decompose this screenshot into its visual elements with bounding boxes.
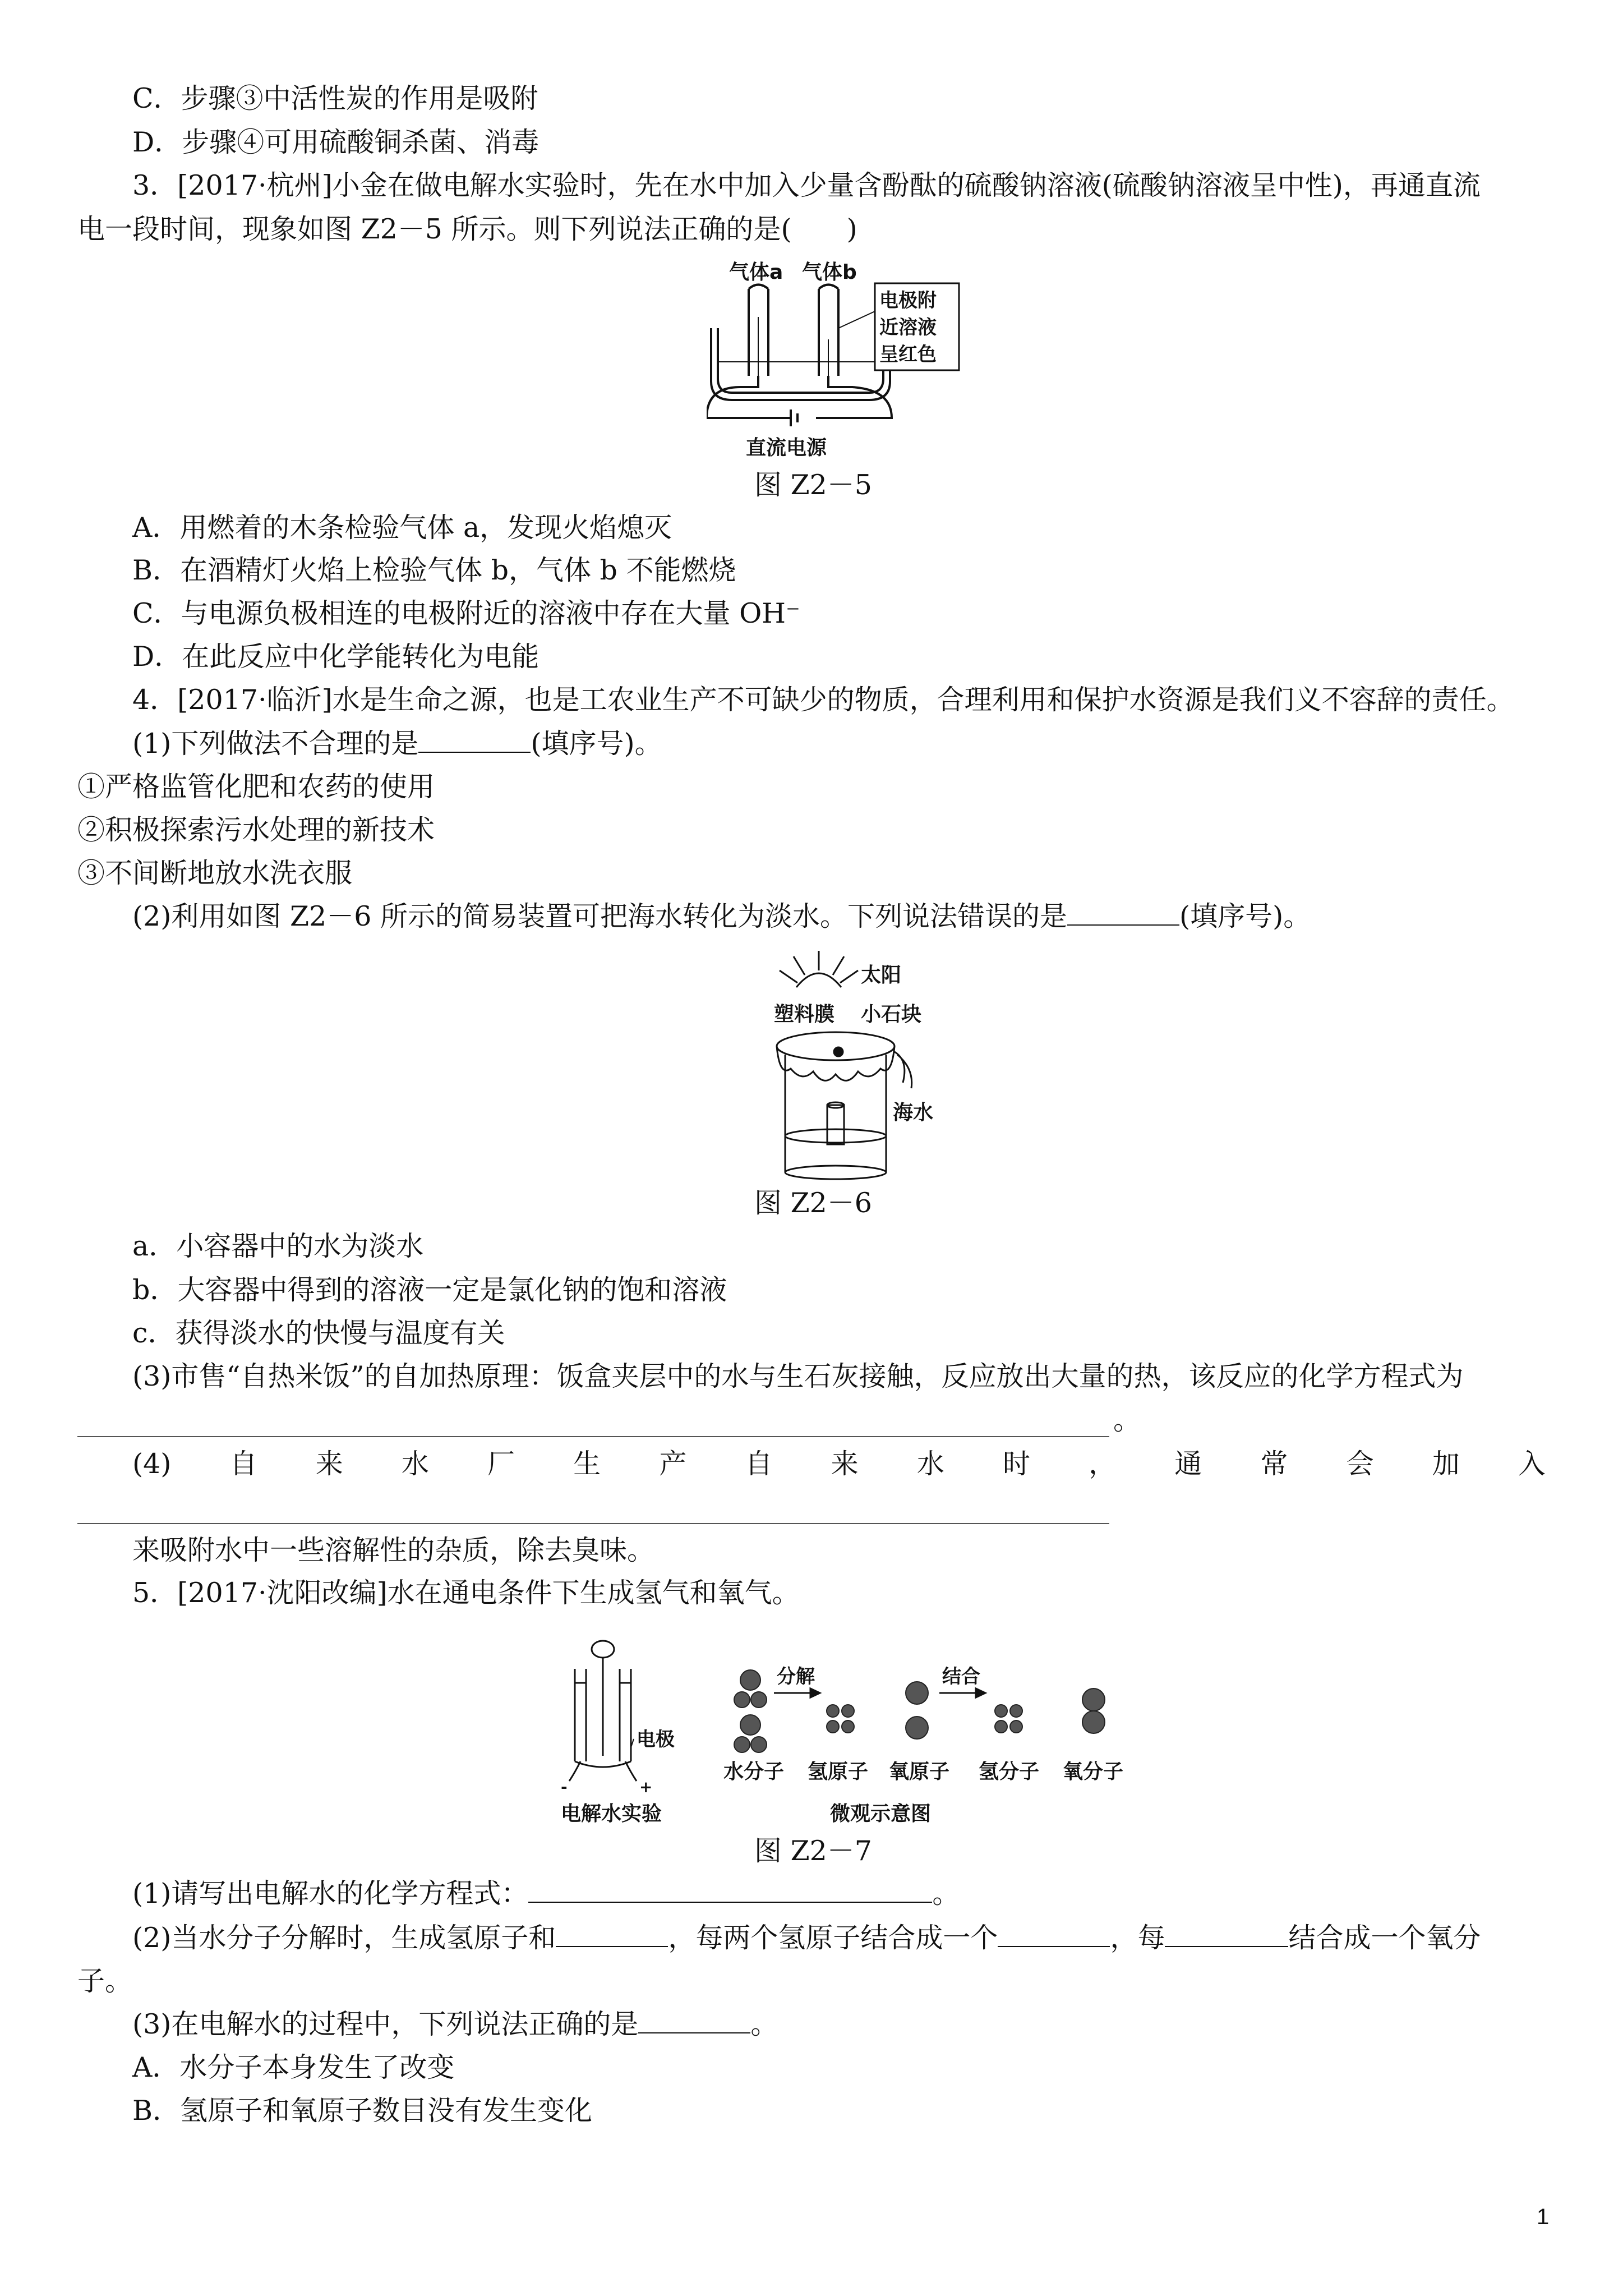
q5-part2-text-a: (2)当水分子分解时，生成氢原子和 (132, 1922, 556, 1954)
caption-fig-z2-6: 图 Z2－6 (754, 1187, 872, 1219)
question-5-part3 (132, 2008, 778, 2041)
q5-part2-text-d: 结合成一个氧分 (1288, 1922, 1481, 1954)
electrolysis-apparatus (569, 1641, 637, 1781)
label-gas-a: 气体a (729, 261, 783, 284)
label-micro-diagram: 微观示意图 (830, 1802, 932, 1825)
label-electrolysis-experiment: 电解水实验 (561, 1802, 662, 1825)
q5-part3-blank[interactable] (638, 2008, 750, 2033)
q5-part1-blank[interactable] (528, 1877, 932, 1903)
q4p4-char: 时 (1002, 1448, 1030, 1480)
q4p4-char: 通 (1174, 1448, 1202, 1480)
caption-fig-z2-7: 图 Z2－7 (754, 1835, 872, 1867)
question-4-line1: 4．[2017·临沂]水是生命之源，也是工农业生产不可缺少的物质，合理利用和保护水资源是我们义不容辞的责任。 (132, 684, 1514, 716)
q5-part2-text-c: ，每 (1110, 1922, 1165, 1954)
question-5-line1: 5．[2017·沈阳改编]水在通电条件下生成氢气和氧气。 (132, 1577, 800, 1609)
option-c-step3: C．步骤③中活性炭的作用是吸附 (132, 82, 538, 114)
q4-item-2: ②积极探索污水处理的新技术 (77, 814, 435, 846)
label-plus: + (639, 1778, 653, 1796)
q4p4-char: 产 (659, 1448, 687, 1480)
q5-part2-blank-2[interactable] (998, 1921, 1110, 1947)
label-minus: - (561, 1778, 568, 1796)
q4p4-char: 水 (916, 1448, 944, 1480)
q4p4-char: 自 (745, 1448, 773, 1480)
question-3-line1: 3．[2017·杭州]小金在做电解水实验时，先在水中加入少量含酚酞的硫酸钠溶液(硫酸钠溶液呈中性)，再通直流 (132, 169, 1481, 201)
figure-z2-6 (763, 948, 948, 1184)
q4p4-char: 常 (1260, 1448, 1288, 1480)
sun-icon (780, 951, 858, 987)
label-water-molecule: 水分子 (723, 1760, 785, 1783)
page-number: 1 (1537, 2205, 1550, 2229)
label-seawater: 海水 (893, 1101, 934, 1124)
q4-option-c: c．获得淡水的快慢与温度有关 (132, 1317, 505, 1349)
label-decompose: 分解 (777, 1665, 815, 1688)
question-4-part4 (132, 1447, 1546, 1481)
question-4-part1 (132, 727, 662, 761)
q5-part1-suffix: 。 (932, 1878, 960, 1910)
q4-part2-suffix: (填序号)。 (1179, 900, 1311, 932)
label-sun: 太阳 (861, 964, 902, 987)
q4-part1-blank[interactable] (418, 727, 531, 753)
q4p4-char: 入 (1518, 1448, 1546, 1480)
q4p4-char: 来 (831, 1448, 859, 1480)
label-hydrogen-molecule: 氢分子 (979, 1760, 1040, 1783)
question-5-part1 (132, 1877, 960, 1911)
question-4-part3: (3)市售“自热米饭”的自加热原理：饭盒夹层中的水与生石灰接触，反应放出大量的热，该反应的化学方程式为 (132, 1360, 1464, 1392)
q4p4-char: 来 (315, 1448, 343, 1480)
q3-option-d: D．在此反应中化学能转化为电能 (132, 641, 540, 673)
electrolysis-trough (707, 285, 892, 427)
q4-part3-period: 。 (1113, 1404, 1141, 1436)
q5-part1-text: (1)请写出电解水的化学方程式： (132, 1878, 529, 1910)
q4-option-a: a．小容器中的水为淡水 (132, 1230, 424, 1262)
q5-option-a: A．水分子本身发生了改变 (132, 2051, 455, 2083)
q3-option-c: C．与电源负极相连的电极附近的溶液中存在大量 OH⁻ (132, 597, 800, 629)
q4p4-char: 厂 (487, 1448, 515, 1480)
label-combine: 结合 (942, 1665, 980, 1688)
q5-part3-text: (3)在电解水的过程中，下列说法正确的是 (132, 2008, 639, 2040)
q4p4-char: 生 (573, 1448, 601, 1480)
callout-line2: 近溶液 (879, 316, 937, 339)
label-plastic-film: 塑料膜 (774, 1003, 835, 1026)
q5-part3-suffix: 。 (750, 2008, 778, 2040)
reaction-arrows (774, 1688, 985, 1697)
q5-part2-text-b: ，每两个氢原子结合成一个 (668, 1922, 998, 1954)
option-d-step4: D．步骤④可用硫酸铜杀菌、消毒 (132, 126, 540, 158)
label-electrode: 电极 (637, 1728, 675, 1751)
q4p4-char: 自 (229, 1448, 257, 1480)
q4p4-char: (4) (132, 1448, 172, 1480)
q4-part2-blank[interactable] (1067, 900, 1179, 926)
q4-part3-answer-line[interactable] (77, 1436, 1109, 1437)
q4-item-1: ①严格监管化肥和农药的使用 (77, 771, 435, 803)
label-oxygen-atom: 氧原子 (889, 1760, 950, 1783)
figure-z2-7 (555, 1627, 1150, 1829)
q4p4-char: ， (1089, 1448, 1117, 1480)
q4-option-b: b．大容器中得到的溶液一定是氯化钠的饱和溶液 (132, 1274, 727, 1306)
callout-line1: 电极附 (879, 289, 937, 312)
q5-option-b: B．氢原子和氧原子数目没有发生变化 (132, 2095, 593, 2127)
label-hydrogen-atom: 氢原子 (808, 1760, 869, 1783)
solar-still (777, 1032, 912, 1179)
q3-option-b: B．在酒精灯火焰上检验气体 b，气体 b 不能燃烧 (132, 554, 736, 586)
label-gas-b: 气体b (802, 261, 857, 284)
callout-line3: 呈红色 (879, 343, 937, 366)
caption-fig-z2-5: 图 Z2－5 (754, 469, 872, 501)
q4-part4-continuation: 来吸附水中一些溶解性的杂质，除去臭味。 (132, 1534, 655, 1566)
question-5-part2-end: 子。 (77, 1965, 133, 1997)
q4-part1-suffix: (填序号)。 (531, 728, 662, 760)
question-5-part2 (132, 1921, 1481, 1955)
q5-part2-blank-1[interactable] (556, 1921, 668, 1947)
question-4-part2 (132, 900, 1311, 933)
q4-part4-answer-line[interactable] (77, 1523, 1109, 1524)
q4-part2-text: (2)利用如图 Z2－6 所示的简易装置可把海水转化为淡水。下列说法错误的是 (132, 900, 1067, 932)
question-3-line2: 电一段时间，现象如图 Z2－5 所示。则下列说法正确的是( ) (77, 213, 857, 245)
q4p4-char: 会 (1346, 1448, 1374, 1480)
q4-part1-text: (1)下列做法不合理的是 (132, 728, 419, 760)
q4-item-3: ③不间断地放水洗衣服 (77, 857, 353, 889)
label-dc-power: 直流电源 (746, 436, 827, 459)
label-oxygen-molecule: 氧分子 (1063, 1760, 1124, 1783)
label-small-stone: 小石块 (861, 1003, 922, 1026)
q4p4-char: 加 (1432, 1448, 1460, 1480)
q4p4-char: 水 (401, 1448, 429, 1480)
q3-option-a: A．用燃着的木条检验气体 a，发现火焰熄灭 (132, 512, 672, 544)
q5-part2-blank-3[interactable] (1165, 1921, 1288, 1947)
figure-z2-5 (707, 255, 976, 463)
